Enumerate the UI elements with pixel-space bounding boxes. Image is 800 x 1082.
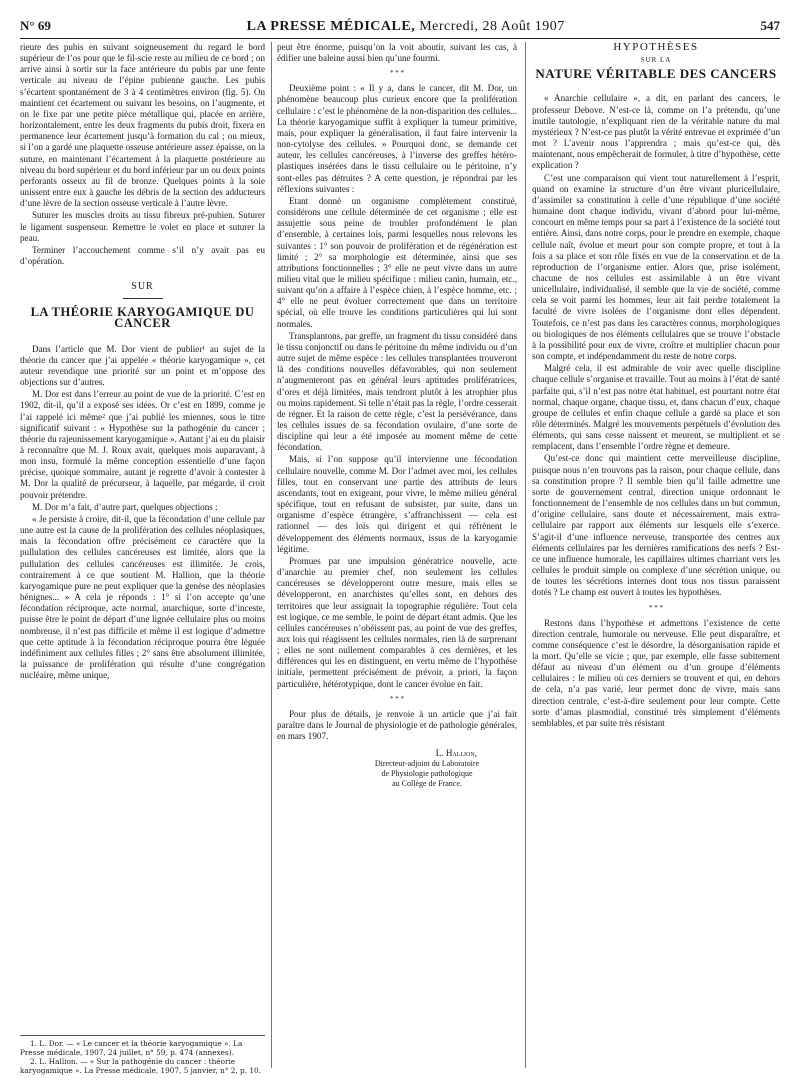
page-header	[20, 18, 780, 39]
paragraph: Dans l’article que M. Dor vient de publier¹ au sujet de la théorie du cancer que j’ai appelée « théorie karyogamique », cet auteur revendique une priorité sur un point et m’oppose des objections sur d’autres.	[20, 343, 265, 388]
column-3	[532, 42, 780, 730]
paragraph: « Anarchie cellulaire », a dit, en parlant des cancers, le professeur Debove. N’est-ce là, comme on l’a prétendu, qu’une inutile tautologie, n’expliquant rien de la véritable nature du mal mystérieux ? N’est-ce pas plutôt la vérité entrevue et exprimée d’un mot ? L’avenir nous l’apprendra ; mais qu’est-ce qui, dès maintenant, nous empêcherait de formuler, à titre d’hypothèse, cette explication ?	[532, 93, 780, 171]
author-name: L. Hallion,	[435, 748, 477, 759]
issue-number: N° 69	[20, 18, 51, 33]
paragraph: C’est une comparaison qui vient tout naturellement à l’esprit, quand on examine la structure d’un être vivant pluricellulaire, d’assimiler sa constitution à celle d’une république d’une société humaine dont chaque individu, vivant d’abord pour lui-même, concourt en même temps pour sa part à l’existence de la société tout entière. Ainsi, dans notre corps, pour le prendre en exemple, chaque cellule naît, évolue et meurt pour son compte propre, et tout à la fois a sa place et son rôle fixés en vue de la conservation et de la reproduction de l’organisme entier. Alors que, prise isolément, chacune de nos cellules est assimilable à un être vivant unicellulaire, individualisé, il semble que la vie de société, comme cela se voit parmi les hommes, leur ait fait perdre totalement la faculté de vivre isolées de l’organisme dont elles dépendent. Toutefois, ce n’est pas dans les caractères connus, morphologiques ou biologiques de nos éléments cellulaires que se trouve l’obstacle à la possibilité pour eux de vivre, croître et multiplier chacun pour son compte, et indépendamment du reste de notre corps.	[532, 172, 780, 362]
paragraph: Mais, si l’on suppose qu’il intervienne une fécondation cellulaire nouvelle, comme M. Dor l’admet avec moi, les cellules filles, tout en conservant une partie des attributs de leurs ascendants, tout en exigeant, pour vivre, le même milieu général spécifique, tout en refusant de subsister, par suite, dans un organisme d’espèce étrangère, s’affranchissent — cela est rationnel — des lois qui dirigent et qui réfrènent le développement des éléments normaux, issus de la karyogamie légitime.	[277, 454, 517, 554]
paragraph: Transplantons, par greffe, un fragment du tissu considéré dans le tissu conjonctif ou dans le péritoine du même individu ou d’un autre sujet de même espèce : les cellules transplantées trouveront là des conditions nouvelles défavorables, qui non seulement n’augmenteront pas en général leurs aptitudes prolifératrices, d’ores et déjà limitées, mais tendront plutôt à les atrophier plus ou moins rapidement. Si telle n’était pas la règle, l’ordre cesserait de régner. Et la raison de cette règle, c’est la persévérance, dans les cellules issues de sa fécondation ovulaire, d’une sorte de discipline qui leur a été imposée au moment même de cette fécondation.	[277, 330, 517, 453]
section-separator: * * *	[390, 694, 404, 703]
signature	[277, 748, 517, 789]
masthead	[247, 19, 565, 35]
paragraph: M. Dor est dans l’erreur au point de vue de la priorité. C’est en 1902, dit-il, qu’il a exposé ses idées. Or c’est en 1899, comme je l’ai rappelé ici même² que j’ai publié les miennes, sous le titre significatif suivant : « Hypothèse sur la pathogénie du cancer ; théorie du rajeunissement karyogamique ». Autant j’ai eu du plaisir à reconnaître que M. J. Roux avait, quelques mois auparavant, à mon insu, formulé la même conception essentielle d’une façon précise, quoique sommaire, autant je regrette d’avoir à contester à M. Dor la qualité de précurseur, à laquelle, par mégarde, il croit pouvoir prétendre.	[20, 389, 265, 500]
paragraph: Malgré cela, il est admirable de voir avec quelle discipline chaque cellule s’organise et travaille. Tout au moins à l’état de santé parfaite qui, s’il n’est pas notre état habituel, est pourtant notre état normal, chaque organe, chaque tissu, et, dans chacun d’eux, chaque groupe de cellules et enfin chaque cellule a gardé sa place et son rôle déterminés. Malgré les mouvements perpétuels d’évolution des éléments, qui sans cesse naissent et meurent, se multiplient et se remplacent, dans l’ensemble l’ordre règne et demeure.	[532, 363, 781, 452]
footnotes	[20, 1035, 265, 1075]
column-divider	[271, 42, 272, 1068]
paragraph: Restons dans l’hypothèse et admettons l’existence de cette direction centrale, humorale ou nerveuse. Elle peut disparaître, et comme conséquence c’est le désordre, la désorganisation rapide et la mort. Qu’elle se vicie ; que, par exemple, elle fasse subitement défaut au niveau d’un élément ou d’un groupe d’éléments cellulaires : le milieu où ces derniers se trouvent et qui, en dehors de cela, n’a pas varié, leur permet donc de vivre, mais sans direction centrale, c’est-à-dire seulement pour leur compte. Cette sorte d’amas plasmodial, constitué très simplement d’éléments semblables, et par suite très résistant	[532, 617, 780, 728]
page-number: 547	[760, 18, 780, 33]
columns	[20, 41, 781, 1075]
article-title: NATURE VÉRITABLE DES CANCERS	[535, 66, 777, 82]
column-2	[277, 42, 517, 789]
issue-date: Mercredi, 28 Août 1907	[419, 19, 565, 34]
paragraph: Terminer l’accouchement comme s’il n’y avait pas eu d’opération.	[20, 244, 265, 266]
footnote: 2. L. Hallion. — « Sur la pathogénie du cancer : théorie karyogamique ». La Presse médicale, 1907, 5 janvier, n° 2, p. 10.	[20, 1057, 261, 1075]
paragraph: Suturer les muscles droits au tissu fibreux pré-pubien. Suturer le ligament suspenseur. Remettre le volet en place et suturer la peau.	[20, 210, 265, 243]
paragraph: Deuxième point : « Il y a, dans le cancer, dit M. Dor, un phénomène beaucoup plus curieux encore que la prolifération cellulaire : c’est le phénomène de la non-disparition des cellules... La théorie karyogamique suffit à expliquer la tumeur primitive, mais, pour expliquer la généralisation, il faut faire intervenir la non-cytolyse des cellules. » Pourquoi donc, se demande cet auteur, les cellules cancéreuses, à l’inverse des greffes hétéro-plastiques insérées dans le tissu cellulaire ou le péritoine, n’y sont-elles pas détruites ? A cette question, je répondrai par les réflexions suivantes :	[277, 83, 517, 194]
journal-title: LA PRESSE MÉDICALE,	[246, 19, 416, 34]
paragraph: M. Dor m’a fait, d’autre part, quelques objections :	[32, 501, 218, 512]
paragraph: Promues par une impulsion génératrice nouvelle, acte d’anarchie au premier chef, non seulement les cellules cancéreuses se développeront outre mesure, mais elles se développeront, en anarchistes qu’elles sont, en dehors des territoires que leur assignait la topographie régulière. Tout cela est logique, ce me semble, le point de départ étant admis. Que les cellules cancéreuses n’obéissent pas, au point de vue des greffes, aux lois qui réagissent les cellules normales, rien là de surprenant ; elles ne sont nullement comparables à ces dernières, et les différences qui les en distinguent, en vertu même de l’hypothèse initiale, permettent précisément de prévoir, a priori, la façon particulière, hétérotypique, dont le cancer évolue en fait.	[277, 555, 517, 689]
section-separator: * * *	[390, 69, 404, 78]
author-affiliation: de Physiologie pathologique	[381, 769, 473, 779]
paragraph: Qu’est-ce donc qui maintient cette merveilleuse discipline, puisque nous n’en trouvons pas la raison, pour chaque cellule, dans sa constitution propre ? Il semble bien qu’il faille admettre une sorte de gouvernement central, direction unique ordonnant le fonctionnement de l’ensemble de nos cellules dans un but commun, d’origine cellulaire, sans doute et nécessairement, mais extra-cellulaire par rapport aux éléments sur lesquels elle s’exerce. S’agit-il d’une influence nerveuse, transportée des centres aux éléments cellulaires par les dernières ramifications des nerfs ? Est-ce une influence humorale, les capillaires ultimes charriant vers les cellules le produit simple ou complexe d’une sécrétion unique, ou de toutes les sécrétions internes dont tous nos tissus paraissent dotés ? Le champ est ouvert à toutes les hypothèses.	[532, 453, 780, 598]
author-affiliation: Directeur-adjoint du Laboratoire	[374, 759, 480, 769]
column-1	[20, 42, 265, 682]
author-affiliation: au Collège de France.	[392, 779, 462, 789]
footnote: 1. L. Dor. — « Le cancer et la théorie karyogamique ». La Presse médicale, 1907, 24 juillet, n° 59, p. 474 (annexes).	[20, 1039, 243, 1057]
section-separator: * * *	[649, 603, 663, 612]
section-prefix: HYPOTHÈSES	[613, 41, 699, 53]
paragraph: Etant donné un organisme complètement constitué, considérons une cellule déterminée de cet organisme ; elle est assujettie sous peine de troubler profondément le plan d’ensemble, à certaines lois, parmi lesquelles nous relevons les suivantes : 1° son pouvoir de prolifération et de régénération est limité ; 2° sa morphologie est déterminée, ainsi que ses attributions fonctionnelles ; 3° elle ne peut vivre dans un autre milieu vital que le milieu spécifique : milieu canin, humain, etc., suivant qu’on a affaire à l’espèce chien, à l’espèce homme, etc. ; 4° elle ne peut évoluer correctement que dans un territoire spécial, où elle trouve les conditions particulières qui lui sont normales.	[277, 195, 517, 329]
newspaper-page	[20, 18, 781, 1075]
paragraph: rieure des pubis en suivant soigneusement du regard le bord supérieur de l’os pour que le fil-scie reste au milieu de ce bord ; on arrive ainsi à sortir sur la face antérieure du pubis par une fente verticale au niveau de l’épine pubienne gauche. Les pubis s’écartent spontanément de 3 à 4 centimètres environ (fig. 5). On maintient cet écartement ou suivant les besoins, on l’augmente, et on le fixe par une petite pièce métallique qui, placée en arrière, horizontalement, entre les deux fragments du pubis droit, fixera en permanence leur écartement jusqu’à formation du cal ; ou mieux, si l’on a gardé une plaquette osseuse antérieure assez épaisse, on la suture, en maintenant l’écartement à la plaquette postérieure au niveau du bord supérieur et du bord inférieur par un ou deux points perforants osseux au fil de bronze. Quelques points à la soie unissent entre eux à gauche les débris de la section des adducteurs d’une lèvre de la section osseuse verticale à l’autre lèvre.	[20, 42, 265, 209]
section-prefix: SUR LA	[640, 56, 672, 65]
section-prefix: SUR	[131, 281, 154, 293]
title-rule	[123, 298, 163, 299]
article-title: LA THÉORIE KARYOGAMIQUE DU CANCER	[30, 305, 255, 331]
column-divider	[525, 42, 526, 1068]
paragraph: peut être énorme, puisqu’on la voit aboutir, suivant les cas, à édifier une baleine aussi bien qu’une fourmi.	[277, 42, 517, 64]
paragraph: « Je persiste à croire, dit-il, que la fécondation d’une cellule par une autre est la cause de la prolifération des cellules néoplasiques, mais la fécondation offre précisément ce caractère que la pullulation des cellules cancéreuses est limitée, alors que la pullulation des cellules cancéreuses est illimitée. Je crois, contrairement à ce que soutient M. Hallion, que la théorie karyogamique pure ne peut expliquer que la genèse des néoplasies bénignes... » A cela je réponds : 1° si l’on accepte qu’une fécondation réciproque, acte normal, anarchique, sorte d’inceste, puisse être le point de départ d’une lignée cellulaire plus ou moins nombreuse, il n’est pas difficile et même il est logique d’admettre que cette aptitude à la fécondation réciproque pourra être léguée indéfiniment aux cellules filles ; 2° sans être absolument illimitée, la puissance de prolifération qui résulte d’une congrégation nucléaire, même unique,	[20, 513, 265, 681]
paragraph: Pour plus de détails, je renvoie à un article que j’ai fait paraître dans le Journal de physiologie et de pathologie générales, en mars 1907.	[277, 708, 517, 742]
